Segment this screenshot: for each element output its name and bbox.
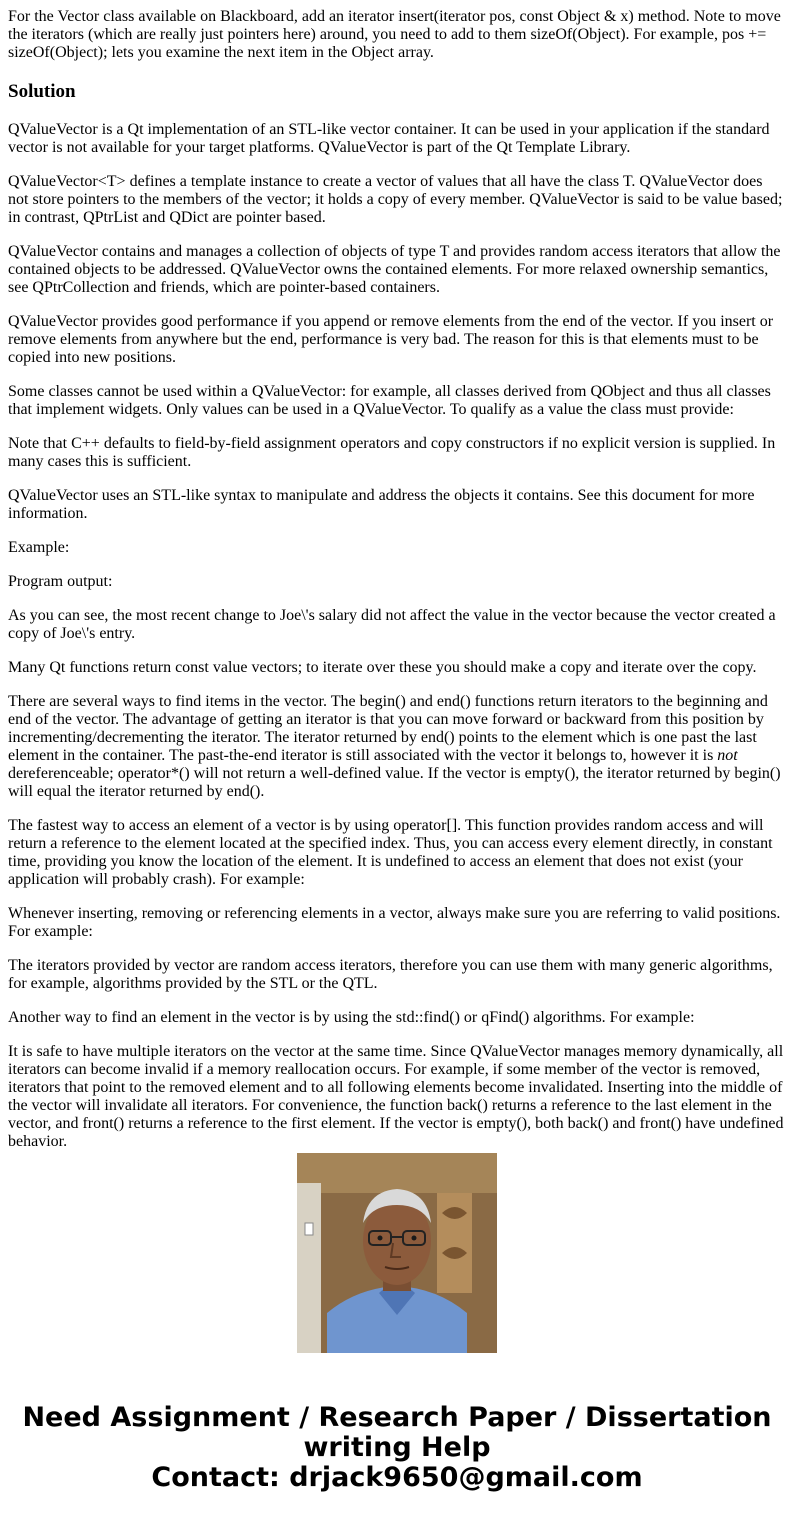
- promo-contact: Contact: drjack9650@gmail.com: [151, 1462, 643, 1493]
- paragraph: [8, 693, 786, 801]
- paragraph: Note that C++ defaults to field-by-field assignment operators and copy constructors if no explicit version is supplied. In many cases this is sufficient.: [8, 435, 776, 470]
- paragraph: QValueVector<T> defines a template instance to create a vector of values that all have the class T. QValueVector does not store pointers to the members of the vector; it holds a copy of every member. QValueVector is said to be value based; in contrast, QPtrList and QDict are pointer based.: [8, 173, 783, 226]
- paragraph: It is safe to have multiple iterators on the vector at the same time. Since QValueVector manages memory dynamically, all iterators can become invalid if a memory reallocation occurs. For example, if some member of the vector is removed, iterators that point to the removed element and to all following elements become invalidated. Inserting into the middle of the vector will invalidate all iterators. For convenience, the function back() returns a reference to the last element in the vector, and front() returns a reference to the first element. If the vector is empty(), both back() and front() have undefined behavior.: [8, 1043, 784, 1150]
- paragraph: QValueVector contains and manages a collection of objects of type T and provides random access iterators that allow the contained objects to be addressed. QValueVector owns the contained elements. For more relaxed ownership semantics, see QPtrCollection and friends, which are pointer-based containers.: [8, 243, 781, 296]
- promo-line: writing Help: [303, 1432, 491, 1463]
- solution-heading: Solution: [8, 81, 76, 102]
- question-text: For the Vector class available on Blackboard, add an iterator insert(iterator pos, const Object & x) method. Note to move the iterators (which are really just pointers here) around, you need to add to them sizeOf(Object). For example, pos += sizeOf(Object); lets you examine the next item in the Object array.: [8, 8, 781, 61]
- paragraph: The iterators provided by vector are random access iterators, therefore you can use them with many generic algorithms, for example, algorithms provided by the STL or the QTL.: [8, 957, 773, 992]
- paragraph: QValueVector uses an STL-like syntax to manipulate and address the objects it contains. See this document for more information.: [8, 487, 755, 522]
- paragraph: QValueVector provides good performance if you append or remove elements from the end of the vector. If you insert or remove elements from anywhere but the end, performance is very bad. The reason for this is that elements must to be copied into new positions.: [8, 313, 774, 366]
- article-content: [8, 0, 786, 1150]
- paragraph: Program output:: [8, 573, 113, 590]
- emphasis-text: not: [717, 747, 738, 764]
- paragraph-segment: There are several ways to find items in the vector. The begin() and end() functions return iterators to the beginning and end of the vector. The advantage of getting an iterator is that you can move forward or backward from this position by incrementing/decrementing the iterator. The iterator returned by end() points to the element which is one past the last element in the container. The past-the-end iterator is still associated with the vector it belongs to, however it is: [8, 693, 768, 764]
- author-photo: [297, 1153, 497, 1353]
- paragraph: As you can see, the most recent change to Joe\'s salary did not affect the value in the vector because the vector created a copy of Joe\'s entry.: [8, 607, 776, 642]
- paragraph-segment: dereferenceable; operator*() will not return a well-defined value. If the vector is empty(), the iterator returned by begin() will equal the iterator returned by end().: [8, 765, 781, 800]
- paragraph: Another way to find an element in the vector is by using the std::find() or qFind() algorithms. For example:: [8, 1009, 695, 1026]
- promo-banner: [0, 1403, 794, 1493]
- paragraph: Some classes cannot be used within a QValueVector: for example, all classes derived from QObject and thus all classes that implement widgets. Only values can be used in a QValueVector. To qualify as a value the class must provide:: [8, 383, 771, 418]
- paragraph: The fastest way to access an element of a vector is by using operator[]. This function provides random access and will return a reference to the element located at the specified index. Thus, you can access every element directly, in constant time, providing you know the location of the element. It is undefined to access an element that does not exist (your application will probably crash). For example:: [8, 817, 773, 888]
- paragraph: Many Qt functions return const value vectors; to iterate over these you should make a copy and iterate over the copy.: [8, 659, 757, 676]
- paragraph: QValueVector is a Qt implementation of an STL-like vector container. It can be used in your application if the standard vector is not available for your target platforms. QValueVector is part of the Qt Template Library.: [8, 121, 770, 156]
- paragraph: Whenever inserting, removing or referencing elements in a vector, always make sure you are referring to valid positions. For example:: [8, 905, 781, 940]
- promo-line: Need Assignment / Research Paper / Dissertation: [22, 1402, 772, 1433]
- paragraph: Example:: [8, 539, 70, 556]
